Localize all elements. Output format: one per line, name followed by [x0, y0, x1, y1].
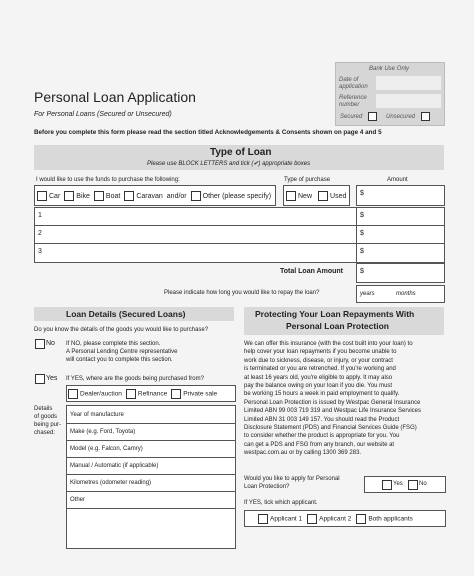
- secured-label: Secured: [340, 114, 363, 120]
- apply-question-1: Would you like to apply for Personal: [244, 476, 340, 482]
- goods-row-divider-6: [66, 508, 235, 509]
- option-new[interactable]: [286, 191, 312, 201]
- funds-question: I would like to use the funds to purchase the following:: [36, 177, 180, 183]
- type-of-loan-title: Type of Loan: [210, 147, 272, 158]
- both-applicants-option[interactable]: [356, 514, 412, 524]
- car-checkbox[interactable]: [37, 191, 47, 201]
- protection-body-line: westpac.com.au or by calling 1300 369 283.: [244, 450, 362, 457]
- unsecured-label: Unsecured: [386, 114, 416, 120]
- protection-body-line: We can offer this insurance (with the cost built into your loan) to: [244, 341, 413, 347]
- applicant-options: [258, 514, 413, 524]
- protection-yes-checkbox[interactable]: [382, 480, 392, 490]
- protection-body-line: help cover your loan repayments if you become unable to: [244, 349, 397, 356]
- amount-label: Amount: [387, 177, 408, 183]
- private-sale-checkbox[interactable]: [171, 389, 181, 399]
- details-no-text-2: A Personal Lending Centre representative: [66, 349, 178, 355]
- option-used[interactable]: [318, 191, 346, 201]
- field-transmission[interactable]: Manual / Automatic (if applicable): [70, 463, 159, 469]
- goods-row-divider-3: [66, 457, 235, 458]
- option-other[interactable]: [191, 191, 271, 201]
- details-no-text-1: If NO, please complete this section.: [66, 341, 161, 347]
- option-other-label: Other (please specify): [202, 192, 272, 200]
- item-row-3-field[interactable]: [48, 244, 354, 260]
- goods-row-divider-5: [66, 491, 235, 492]
- refinance-checkbox[interactable]: [126, 389, 136, 399]
- bike-checkbox[interactable]: [64, 191, 74, 201]
- protection-body-line: Personal Loan Protection is issued by Westpac General Insurance: [244, 399, 421, 406]
- new-checkbox[interactable]: [286, 191, 296, 201]
- date-of-application-field[interactable]: [376, 76, 441, 90]
- item-row-1-currency: $: [360, 212, 364, 219]
- applicant-2-checkbox[interactable]: [307, 514, 317, 524]
- bank-use-box: [335, 62, 445, 126]
- type-of-purchase-label: Type of purchase: [284, 177, 331, 183]
- items-col-divider: [356, 207, 357, 262]
- field-other[interactable]: Other: [70, 497, 86, 503]
- goods-details-table: [66, 405, 236, 549]
- details-no-checkbox[interactable]: [35, 339, 45, 349]
- bank-use-title: Bank Use Only: [369, 66, 410, 72]
- details-yes-text: If YES, where are the goods being purchased from?: [66, 376, 204, 382]
- option-car-label: Car: [49, 192, 61, 200]
- goods-row-divider-4: [66, 474, 235, 475]
- protection-body-line: Limited ABN 31 003 149 157. You should read the Product: [244, 416, 400, 423]
- protection-body-line: work due to sickness, disease, or injury, or your contract: [244, 357, 393, 364]
- option-bike[interactable]: [64, 191, 90, 201]
- source-dealer-label: Dealer/auction: [80, 390, 122, 398]
- protection-no-label: No: [419, 481, 427, 487]
- years-label: years: [360, 291, 375, 297]
- field-year-of-manufacture[interactable]: Year of manufacture: [70, 412, 124, 418]
- field-make[interactable]: Make (e.g. Ford, Toyota): [70, 429, 136, 435]
- page-title: Personal Loan Application: [34, 89, 196, 105]
- loan-details-question: Do you know the details of the goods you would like to purchase?: [34, 327, 209, 333]
- date-of-application-label: Date of application: [339, 77, 368, 90]
- total-loan-amount-label: Total Loan Amount: [280, 268, 343, 275]
- protection-body-line: Disclosure Statement (PDS) and Financial Services Guide (FSG): [244, 425, 417, 432]
- other-checkbox[interactable]: [191, 191, 201, 201]
- option-boat[interactable]: [94, 191, 120, 201]
- option-caravan[interactable]: [124, 191, 162, 201]
- option-car[interactable]: [37, 191, 60, 201]
- protection-body-line: Limited ABN 99 003 719 319 and Westpac Life Insurance Services: [244, 408, 421, 415]
- applicant-1-option[interactable]: [258, 514, 302, 524]
- repay-question: Please indicate how long you would like to repay the loan?: [164, 290, 320, 296]
- goods-row-divider-1: [66, 423, 235, 424]
- protection-body: [244, 340, 444, 458]
- details-no-text-3: will contact you to complete this section.: [66, 357, 173, 363]
- purchase-options: [37, 191, 271, 201]
- details-yes-checkbox[interactable]: [35, 374, 45, 384]
- protection-yes-label: Yes: [393, 481, 403, 487]
- item-row-3-number: 3: [38, 248, 42, 255]
- source-private[interactable]: [171, 389, 217, 399]
- source-private-label: Private sale: [183, 390, 218, 398]
- amount-currency-top: $: [360, 190, 364, 197]
- source-refinance[interactable]: [126, 389, 167, 399]
- dealer-checkbox[interactable]: [68, 389, 78, 399]
- option-new-label: New: [298, 192, 313, 200]
- applicant-1-label: Applicant 1: [270, 515, 303, 523]
- page-subtitle: For Personal Loans (Secured or Unsecured): [34, 111, 172, 118]
- which-applicant-text: If YES, tick which applicant.: [244, 500, 318, 506]
- apply-question-2: Loan Protection?: [244, 484, 290, 490]
- total-currency: $: [360, 268, 364, 275]
- details-label-2: of goods: [34, 414, 58, 420]
- protection-title-1: Protecting Your Loan Repayments With: [255, 309, 415, 319]
- item-row-2-currency: $: [360, 230, 364, 237]
- protection-title-2: Personal Loan Protection: [286, 321, 389, 331]
- protection-no-checkbox[interactable]: [408, 480, 418, 490]
- both-applicants-label: Both applicants: [368, 515, 413, 523]
- and-or-label: and/or: [166, 192, 187, 200]
- details-label-3: being pur-: [34, 422, 62, 428]
- reference-number-label: Reference number: [339, 95, 367, 108]
- both-applicants-checkbox[interactable]: [356, 514, 366, 524]
- item-row-3-currency: $: [360, 248, 364, 255]
- protection-body-line: to consider whether the product is appropriate for you. You: [244, 433, 400, 440]
- item-row-1-field[interactable]: [48, 208, 354, 224]
- months-label: months: [396, 291, 416, 297]
- unsecured-checkbox[interactable]: [421, 112, 430, 121]
- total-loan-amount-field[interactable]: [356, 263, 445, 283]
- apply-yes-no-box: [364, 476, 446, 493]
- option-boat-label: Boat: [105, 192, 121, 200]
- intro-note: Before you complete this form please read the section titled Acknowledgements & Consents shown on page 4 and 5: [34, 129, 382, 136]
- used-checkbox[interactable]: [318, 191, 328, 201]
- details-yes-label: Yes: [46, 375, 58, 382]
- block-letters-note: Please use BLOCK LETTERS and tick (✔) appropriate boxes: [147, 161, 311, 167]
- goods-row-divider-2: [66, 440, 235, 441]
- applicant-1-checkbox[interactable]: [258, 514, 268, 524]
- protection-body-line: is terminated or you are retrenched. If you're working and: [244, 366, 396, 373]
- protection-body-line: be working 15 hours a week in paid employment to qualify.: [244, 391, 400, 398]
- item-row-1-number: 1: [38, 212, 42, 219]
- boat-checkbox[interactable]: [94, 191, 104, 201]
- protection-body-line: at least 16 years old, you're eligible to apply. It may also: [244, 374, 393, 381]
- item-row-2-field[interactable]: [48, 226, 354, 242]
- protection-body-line: can get a PDS and FSG from any branch, our website at: [244, 441, 395, 448]
- applicant-2-option[interactable]: [307, 514, 351, 524]
- applicant-2-label: Applicant 2: [319, 515, 352, 523]
- option-used-label: Used: [330, 192, 347, 200]
- amount-field-top[interactable]: [356, 185, 445, 206]
- loan-details-title: Loan Details (Secured Loans): [66, 309, 186, 319]
- option-bike-label: Bike: [76, 192, 90, 200]
- caravan-checkbox[interactable]: [124, 191, 134, 201]
- details-label-1: Details: [34, 406, 53, 412]
- source-dealer[interactable]: [68, 389, 122, 399]
- field-model[interactable]: Model (e.g. Falcon, Camry): [70, 446, 143, 452]
- purchase-sources: [68, 389, 217, 399]
- field-kilometres[interactable]: Kilometres (odometer reading): [70, 480, 152, 486]
- details-label-4: chased:: [34, 430, 56, 436]
- secured-checkbox[interactable]: [368, 112, 377, 121]
- new-used-options: [286, 191, 346, 201]
- reference-number-field[interactable]: [376, 94, 441, 108]
- source-refinance-label: Refinance: [137, 390, 168, 398]
- option-caravan-label: Caravan: [136, 192, 163, 200]
- details-no-label: No: [46, 340, 55, 347]
- item-row-2-number: 2: [38, 230, 42, 237]
- protection-body-line: pay the balance owing on your loan if you die. You must: [244, 383, 393, 390]
